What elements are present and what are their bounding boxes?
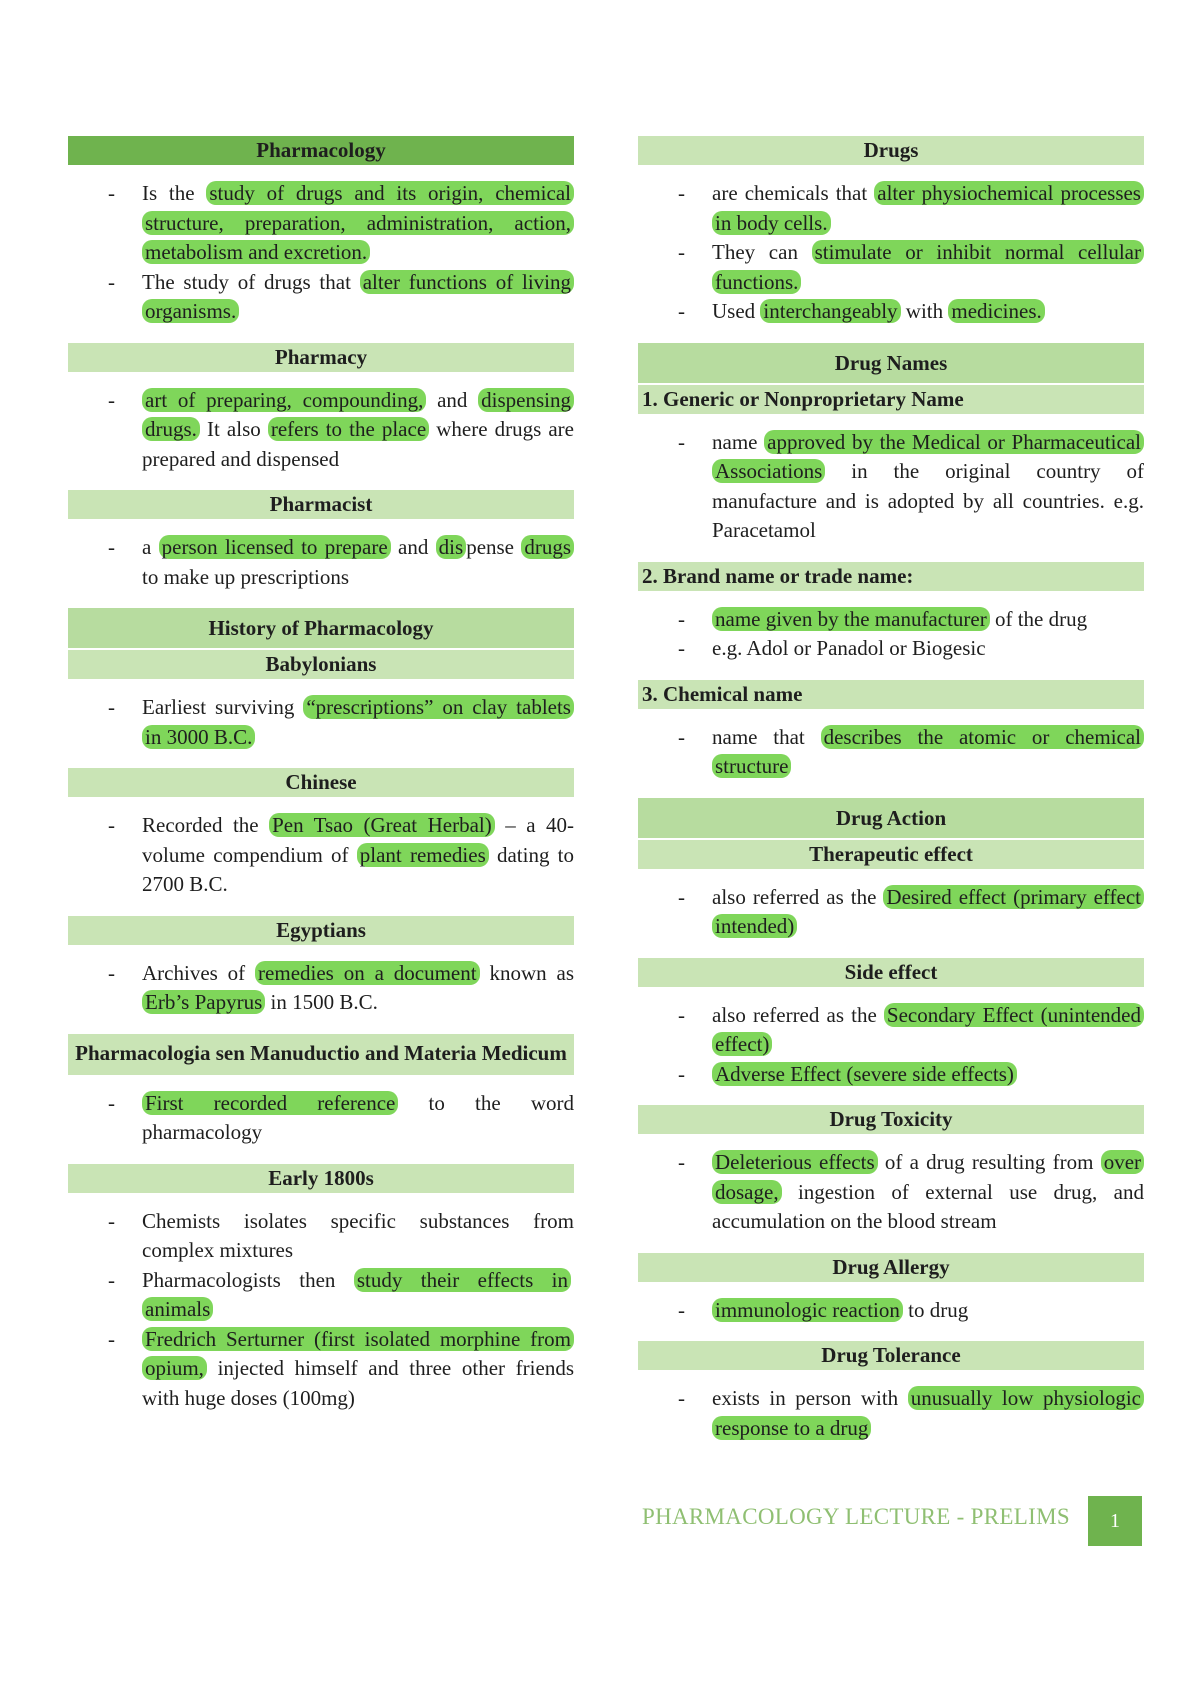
page-footer <box>642 1496 1142 1544</box>
list-item: - are chemicals that alter physiochemical processes in body cells. <box>638 179 1144 238</box>
drugs-list <box>638 179 1144 327</box>
early-1800s-list <box>68 1207 574 1414</box>
list-item: - Earliest surviving “prescriptions” on clay tablets in 3000 B.C. <box>68 693 574 752</box>
section-header-side-effect: Side effect <box>638 958 1144 987</box>
therapeutic-effect-list <box>638 883 1144 942</box>
brand-name-list <box>638 605 1144 664</box>
section-header-pharmacist: Pharmacist <box>68 490 574 519</box>
section-header-generic-name: 1. Generic or Nonproprietary Name <box>638 385 1144 414</box>
highlight: alter functions of living organisms. <box>142 270 574 324</box>
list-item: - name given by the manufacturer of the drug <box>638 605 1144 635</box>
highlight: study their effects in animals <box>142 1268 571 1322</box>
section-header-drug-toxicity: Drug Toxicity <box>638 1105 1144 1134</box>
highlight: unusually low physiologic response to a drug <box>712 1386 1144 1440</box>
generic-name-list <box>638 428 1144 546</box>
highlight: immunologic reaction <box>712 1298 903 1322</box>
list-item: - First recorded reference to the word pharmacology <box>68 1089 574 1148</box>
highlight: name given by the manufacturer <box>712 607 990 631</box>
section-header-drug-names: Drug Names <box>638 343 1144 383</box>
list-item: - a person licensed to prepare and dis pense drugs to make up prescriptions <box>68 533 574 592</box>
highlight: dispensing drugs. <box>142 388 574 442</box>
section-header-pharmacologia: Pharmacologia sen Manuductio and Materia Medicum <box>68 1034 574 1075</box>
page-number: 1 <box>1088 1496 1142 1546</box>
highlight: dis <box>436 535 467 559</box>
list-item: - Is the study of drugs and its origin, chemical structure, preparation, administration, action, metabolism and excretion. <box>68 179 574 268</box>
highlight: Fredrich Serturner (first isolated morphine from opium, <box>142 1327 574 1381</box>
list-item: - also referred as the Desired effect (primary effect intended) <box>638 883 1144 942</box>
section-header-drug-action: Drug Action <box>638 798 1144 838</box>
list-item: - exists in person with unusually low physiologic response to a drug <box>638 1384 1144 1443</box>
list-item: - Fredrich Serturner (first isolated morphine from opium, injected himself and three other friends with huge doses (100mg) <box>68 1325 574 1414</box>
pharmacology-list <box>68 179 574 327</box>
highlight: remedies on a document <box>255 961 480 985</box>
section-header-early-1800s: Early 1800s <box>68 1164 574 1193</box>
egyptians-list <box>68 959 574 1018</box>
list-item: - Pharmacologists then study their effects in animals <box>68 1266 574 1325</box>
section-header-brand-name: 2. Brand name or trade name: <box>638 562 1144 591</box>
highlight: person licensed to prepare <box>159 535 391 559</box>
right-column <box>638 136 1144 1459</box>
babylonians-list <box>68 693 574 752</box>
drug-toxicity-list <box>638 1148 1144 1237</box>
section-header-egyptians: Egyptians <box>68 916 574 945</box>
drug-allergy-list <box>638 1296 1144 1326</box>
list-item: - immunologic reaction to drug <box>638 1296 1144 1326</box>
highlight: First recorded reference <box>142 1091 398 1115</box>
section-header-pharmacy: Pharmacy <box>68 343 574 372</box>
section-header-drugs: Drugs <box>638 136 1144 165</box>
highlight: refers to the place <box>268 417 429 441</box>
section-header-chemical-name: 3. Chemical name <box>638 680 1144 709</box>
list-item: - Chemists isolates specific substances from complex mixtures <box>68 1207 574 1266</box>
list-item: - art of preparing, compounding, and dispensing drugs. It also refers to the place where drugs are prepared and dispensed <box>68 386 574 475</box>
chinese-list <box>68 811 574 900</box>
section-header-therapeutic-effect: Therapeutic effect <box>638 840 1144 869</box>
highlight: describes the atomic or chemical structure <box>712 725 1144 779</box>
section-header-chinese: Chinese <box>68 768 574 797</box>
pharmacy-list <box>68 386 574 475</box>
list-item: - They can stimulate or inhibit normal cellular functions. <box>638 238 1144 297</box>
highlight: medicines. <box>948 299 1044 323</box>
highlight: Secondary Effect (unintended effect) <box>712 1003 1144 1057</box>
list-item: - The study of drugs that alter functions of living organisms. <box>68 268 574 327</box>
highlight: over dosage, <box>712 1150 1144 1204</box>
highlight: Adverse Effect (severe side effects) <box>712 1062 1017 1086</box>
highlight: alter physiochemical processes in body cells. <box>712 181 1144 235</box>
list-item <box>638 1060 1144 1090</box>
pharmacologia-list <box>68 1089 574 1148</box>
highlight: Pen Tsao (Great Herbal) <box>269 813 495 837</box>
highlight: study of drugs and its origin, chemical structure, preparation, administration, action, metabolism and excretion. <box>142 181 574 264</box>
section-header-history: History of Pharmacology <box>68 608 574 648</box>
list-item: - e.g. Adol or Panadol or Biogesic <box>638 634 1144 664</box>
drug-tolerance-list <box>638 1384 1144 1443</box>
list-item: - name that describes the atomic or chemical structure <box>638 723 1144 782</box>
highlight: Desired effect (primary effect intended) <box>712 885 1144 939</box>
section-header-drug-allergy: Drug Allergy <box>638 1253 1144 1282</box>
highlight: Deleterious effects <box>712 1150 878 1174</box>
list-item: - Archives of remedies on a document known as Erb’s Papyrus in 1500 B.C. <box>68 959 574 1018</box>
highlight: plant remedies <box>357 843 489 867</box>
list-item: - Deleterious effects of a drug resulting from over dosage, ingestion of external use drug, and accumulation on the blood stream <box>638 1148 1144 1237</box>
highlight: art of preparing, compounding, <box>142 388 426 412</box>
side-effect-list <box>638 1001 1144 1090</box>
highlight: drugs <box>521 535 574 559</box>
list-item: - Recorded the Pen Tsao (Great Herbal) – a 40-volume compendium of plant remedies dating to 2700 B.C. <box>68 811 574 900</box>
section-header-pharmacology: Pharmacology <box>68 136 574 165</box>
highlight: Erb’s Papyrus <box>142 990 265 1014</box>
left-column <box>68 136 574 1429</box>
list-item: - also referred as the Secondary Effect (unintended effect) <box>638 1001 1144 1060</box>
section-header-babylonians: Babylonians <box>68 650 574 679</box>
section-header-drug-tolerance: Drug Tolerance <box>638 1341 1144 1370</box>
list-item: - name approved by the Medical or Pharmaceutical Associations in the original country of manufacture and is adopted by all countries. e.g. Paracetamol <box>638 428 1144 546</box>
list-item: - Used interchangeably with medicines. <box>638 297 1144 327</box>
highlight: “prescriptions” on clay tablets in 3000 B.C. <box>142 695 574 749</box>
chemical-name-list <box>638 723 1144 782</box>
highlight: stimulate or inhibit normal cellular functions. <box>712 240 1144 294</box>
highlight: approved by the Medical or Pharmaceutical Associations <box>712 430 1144 484</box>
highlight: interchangeably <box>760 299 900 323</box>
pharmacist-list <box>68 533 574 592</box>
footer-title: PHARMACOLOGY LECTURE - PRELIMS <box>642 1504 1070 1529</box>
